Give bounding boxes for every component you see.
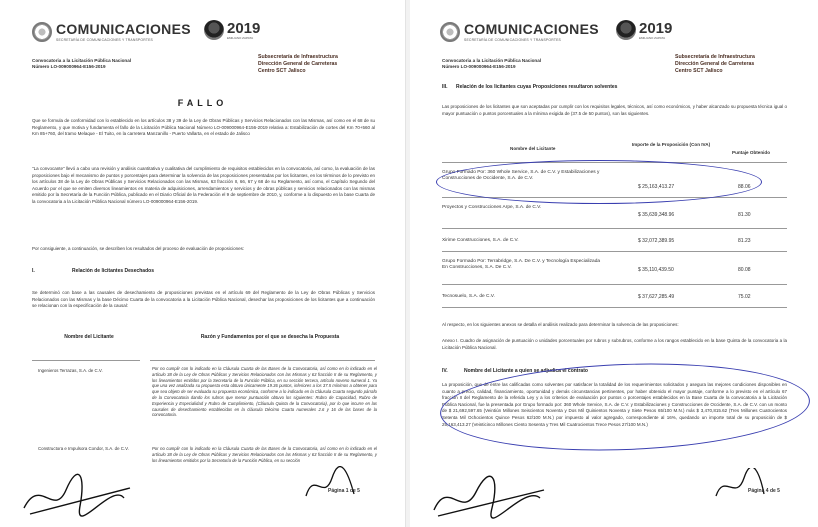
column-header-amount: Importe de la Proposición (Con IVA) bbox=[631, 142, 711, 147]
rejected-bidder-reason-1: Por no cumplir con lo indicado en la Cláusula Cuarta de las Bases de la Convocatoria, así como en lo indicado en el artículo 38 de la Ley de Obras Públicas y Servicios Relacionados con las Mismas y 63 fracción II de su Reglamento, y los lineamientos emitidos por la Secretaría de la Función Pública, en su sección tercera, artículo noveno numeral 1. Ya que una vez analizada su propuesta esta obtuvo únicamente 19.36 puntos, inferiores a los 37.5 mínimos a obtener para que sea objeto de ser evaluada su propuesta económica, conforme a lo indicado en la Cláusula Cuarta segundo párrafo de la Convocatoria dando los rubros que menor puntuación obtuvo los siguientes: Rubro de Capacidad, Rubro de Experiencia y Especialidad y Rubro de Cumplimiento, (Cláusula Quinta de la Convocatoria), por lo que incurre en las causales de desechamiento establecidas en la cláusula Décimo Cuarta numerales 2.6 y 16 de las bases de la convocatoria. bbox=[152, 366, 377, 418]
winner-highlight-ellipse bbox=[436, 160, 762, 204]
table-rule bbox=[32, 360, 140, 361]
signature-scribble bbox=[430, 472, 550, 522]
page-number: Página 4 de 5 bbox=[748, 488, 780, 494]
bidder-amount-5: $ 37,627,285.49 bbox=[638, 294, 675, 300]
section-1-title: Relación de licitantes Desechados bbox=[72, 268, 154, 274]
table-rule bbox=[442, 228, 787, 229]
national-seal-icon bbox=[440, 22, 460, 42]
bidder-amount-3: $ 32,072,389.95 bbox=[638, 238, 675, 244]
org-subtitle: SECRETARÍA DE COMUNICACIONES Y TRANSPORTES bbox=[464, 38, 562, 42]
national-seal-icon bbox=[32, 22, 52, 42]
bidder-name-3: Xirime Construcciones, S.A. de C.V. bbox=[442, 238, 519, 243]
bidder-amount-1: $ 25,163,413.27 bbox=[638, 184, 675, 190]
tender-reference: Convocatoria a la Licitación Pública Nacional Número LO-009000964-E156-2019 bbox=[32, 58, 132, 69]
section-3-paragraph: Las proposiciones de los licitantes que son aceptadas por cumplir con los requisitos legales, técnicos, así como económicos, y haber alcanzado su propuesta técnica igual o mayor puntuación o puntos porcentuales a la mínima exigida de (37.5 de 50 puntos), son las siguientes. bbox=[442, 104, 787, 116]
document-title: FALLO bbox=[177, 98, 228, 108]
bidder-points-3: 81.23 bbox=[738, 238, 751, 244]
rejected-bidder-name-1: Ingenieros Terrazas, S.A. de C.V. bbox=[38, 368, 103, 373]
office-header: Subsecretaría de Infraestructura Dirección General de Carreteras Centro SCT Jalisco bbox=[675, 54, 755, 75]
bidder-points-2: 81.30 bbox=[738, 212, 751, 218]
initials-scribble bbox=[300, 466, 360, 506]
bidder-points-4: 80.08 bbox=[738, 267, 751, 273]
zapata-portrait-icon bbox=[616, 20, 636, 40]
table-rule bbox=[442, 307, 787, 308]
column-header-reason: Razón y Fundamentos por el que se desecha la Propuesta bbox=[200, 334, 340, 340]
org-subtitle: SECRETARÍA DE COMUNICACIONES Y TRANSPORTES bbox=[56, 38, 154, 42]
sct-logo bbox=[32, 22, 191, 42]
section-4-number: IV. bbox=[442, 368, 448, 374]
column-header-points: Puntaje Obtenido bbox=[732, 150, 771, 155]
bidder-points-5: 75.02 bbox=[738, 294, 751, 300]
bidder-name-2: Proyectos y Construcciones Arpe, S.A. de C.V. bbox=[442, 205, 542, 210]
award-paragraph: La proposición, que de entre las calificadas como solventes por satisfacer la totalidad de los requerimientos solicitados y asegura las mejores condiciones disponibles en cuanto a precio, calidad, financiamiento, oportunidad y demás circunstancias pertinentes, por haber obtenido el mayor puntaje, conforme a lo previsto en el artículo 67 fracción II del Reglamento de la referida Ley y a los criterios de evaluación por puntos o porcentajes establecidos en la Base Cuarta de la convocatoria a la Licitación Pública Nacional, fue la presentada por Grupo formado por: 360 Whole Service, S.A. de C.V. y Estabilizaciones y Construcciones de Occidente, S.A. de C.V. con un monto de $ 21,692,597.65 (Veintiún Millones Seiscientos Noventa y Dos Mil Quinientos Noventa y Siete Pesos 65/100 M.N.) más $ 3,470,815.62 (Tres Millones Cuatrocientos Setenta Mil Ochocientos Quince Pesos 62/100 M.N.) por impuesto al valor agregado, correspondiente al 16%, quedando un importe total de su proposición de $ 25,163,413.27 (Veinticinco Millones Ciento Sesenta y Tres Mil Cuatrocientos Trece Pesos 27/100 M.N.) bbox=[442, 382, 787, 427]
document-page-1 bbox=[0, 0, 405, 527]
year-subtitle: EMILIANO ZAPATA bbox=[639, 35, 666, 40]
document-page-4 bbox=[410, 0, 818, 527]
year-subtitle: EMILIANO ZAPATA bbox=[227, 35, 254, 40]
section-1-paragraph: Se determinó con base a las causales de desechamiento de proposiciones previstas en el artículo 69 del Reglamento de la Ley de Obras Públicas y Servicios Relacionados con las Mismas y la base Décimo Cuarta de la convocatoria a la Licitación Pública Nacional, desechar las proposiciones de los licitantes que a continuación se relacionan con la especificación de la causal: bbox=[32, 290, 375, 309]
section-1-number: I. bbox=[32, 268, 35, 274]
year-badge bbox=[616, 20, 672, 40]
bidder-name-1: Grupo Formado Por: 360 Whole Service, S.A. de C.V. y Estabilizaciones y Construcciones de Occidente, S.A. de C.V. bbox=[442, 170, 600, 182]
rejected-bidder-reason-2: Por no cumplir con lo indicado en la Cláusula Cuarta de las Bases de la Convocatoria, así como en lo indicado en el artículo 38 de la Ley de Obras Públicas y Servicios Relacionados con las Mismas y 63 fracción II de su Reglamento, y los lineamientos emitidos por la Secretaría de la Función Pública, en su sección bbox=[152, 446, 377, 463]
annex-paragraph: Anexo I. Cuadro de asignación de puntuación o unidades porcentuales por rubros y subrubros, conforme a los rangos establecido en la base Quinta de la convocatoria a la Licitación Pública Nacional. bbox=[442, 338, 787, 350]
table-rule bbox=[442, 251, 787, 252]
intro-paragraph: Que se formula de conformidad con lo establecido en los artículos 38 y 39 de la Ley de Obras Públicas y Servicios Relacionados con las Mismas, así como en el 68 de su Reglamento, y que motiva y fundamenta el fallo de la Licitación Pública Nacional Número LO-009000964-E156-2019 relativa a: Estabilización de cortes del Km 70+560 al Km 85+760, del tramo Melaque - El Tuito, en la carretera Manzanillo - Puerto Vallarta, en el estado de Jalisco bbox=[32, 118, 375, 137]
section-3-title: Relación de los licitantes cuyas Proposiciones resultaron solventes bbox=[456, 84, 618, 90]
column-header-bidder: Nombre del Licitante bbox=[510, 146, 556, 151]
tender-reference: Convocatoria a la Licitación Pública Nacional Número LO-009000964-E156-2019 bbox=[442, 58, 542, 69]
sct-logo bbox=[440, 22, 599, 42]
org-name: COMUNICACIONES bbox=[56, 21, 191, 37]
year-badge bbox=[204, 20, 260, 40]
org-name: COMUNICACIONES bbox=[464, 21, 599, 37]
column-header-name: Nombre del Licitante bbox=[64, 334, 114, 340]
year-label: 2019 bbox=[227, 19, 261, 37]
year-label: 2019 bbox=[639, 19, 673, 37]
section-3-number: III. bbox=[442, 84, 448, 90]
office-header: Subsecretaría de Infraestructura Dirección General de Carreteras Centro SCT Jalisco bbox=[258, 54, 338, 75]
bidder-name-4: Grupo Formado Por: Terrabridge, S.A. De C.V. y Tecnología Especializada En Construcciones, S.A. De C.V. bbox=[442, 259, 601, 271]
respecto-paragraph: Al respecto, en los siguientes anexos se detalla el análisis realizado para determinar la solvencia de las proposiciones: bbox=[442, 322, 679, 327]
consequence-paragraph: Por consiguiente, a continuación, se describen los resultados del proceso de evaluación de proposiciones: bbox=[32, 246, 245, 251]
table-rule bbox=[442, 284, 787, 285]
rejected-bidder-name-2: Constructora e Impulsora Condor, S.A. de C.V. bbox=[38, 446, 129, 451]
convocante-paragraph: "La convocante" llevó a cabo una revisión y análisis cuantitativa y cualitativa del cumplimiento de requisitos establecidos en la convocatoria, así como, la evaluación de las proposiciones bajo el mecanismo de puntos y porcentajes para determinar la solvencia de las proposiciones presentadas por los licitantes, en los términos de lo previsto en los artículos 38 de la Ley de Obras Públicas y Servicios Relacionados con las Mismas, 63 fracción II, 66, 67 y 68 de su Reglamento, así como, el Capítulo Segundo del Acuerdo por el que se emiten diversos lineamientos en materia de adquisiciones, arrendamientos y servicios y de obras públicas y servicios relacionados con las mismas emitido por la Secretaría de la Función Pública, publicado en el Diario Oficial de la Federación el 9 de septiembre de 2010, y, conforme a lo dispuesto en la base Cuarta de la convocatoria a la Licitación Pública Nacional número LO-009000964-E156-2019. bbox=[32, 166, 375, 204]
bidder-amount-4: $ 35,110,439.50 bbox=[638, 267, 674, 273]
zapata-portrait-icon bbox=[204, 20, 224, 40]
table-rule bbox=[150, 360, 375, 361]
bidder-name-5: Tecnosuelo, S.A. de C.V. bbox=[442, 294, 495, 299]
page-number: Página 1 de 5 bbox=[328, 488, 360, 494]
bidder-amount-2: $ 35,639,348.96 bbox=[638, 212, 675, 218]
section-4-title: Nombre del Licitante a quien se adjudica el contrato bbox=[464, 368, 588, 374]
bidder-points-1: 88.06 bbox=[738, 184, 751, 190]
signature-scribble bbox=[20, 468, 140, 520]
